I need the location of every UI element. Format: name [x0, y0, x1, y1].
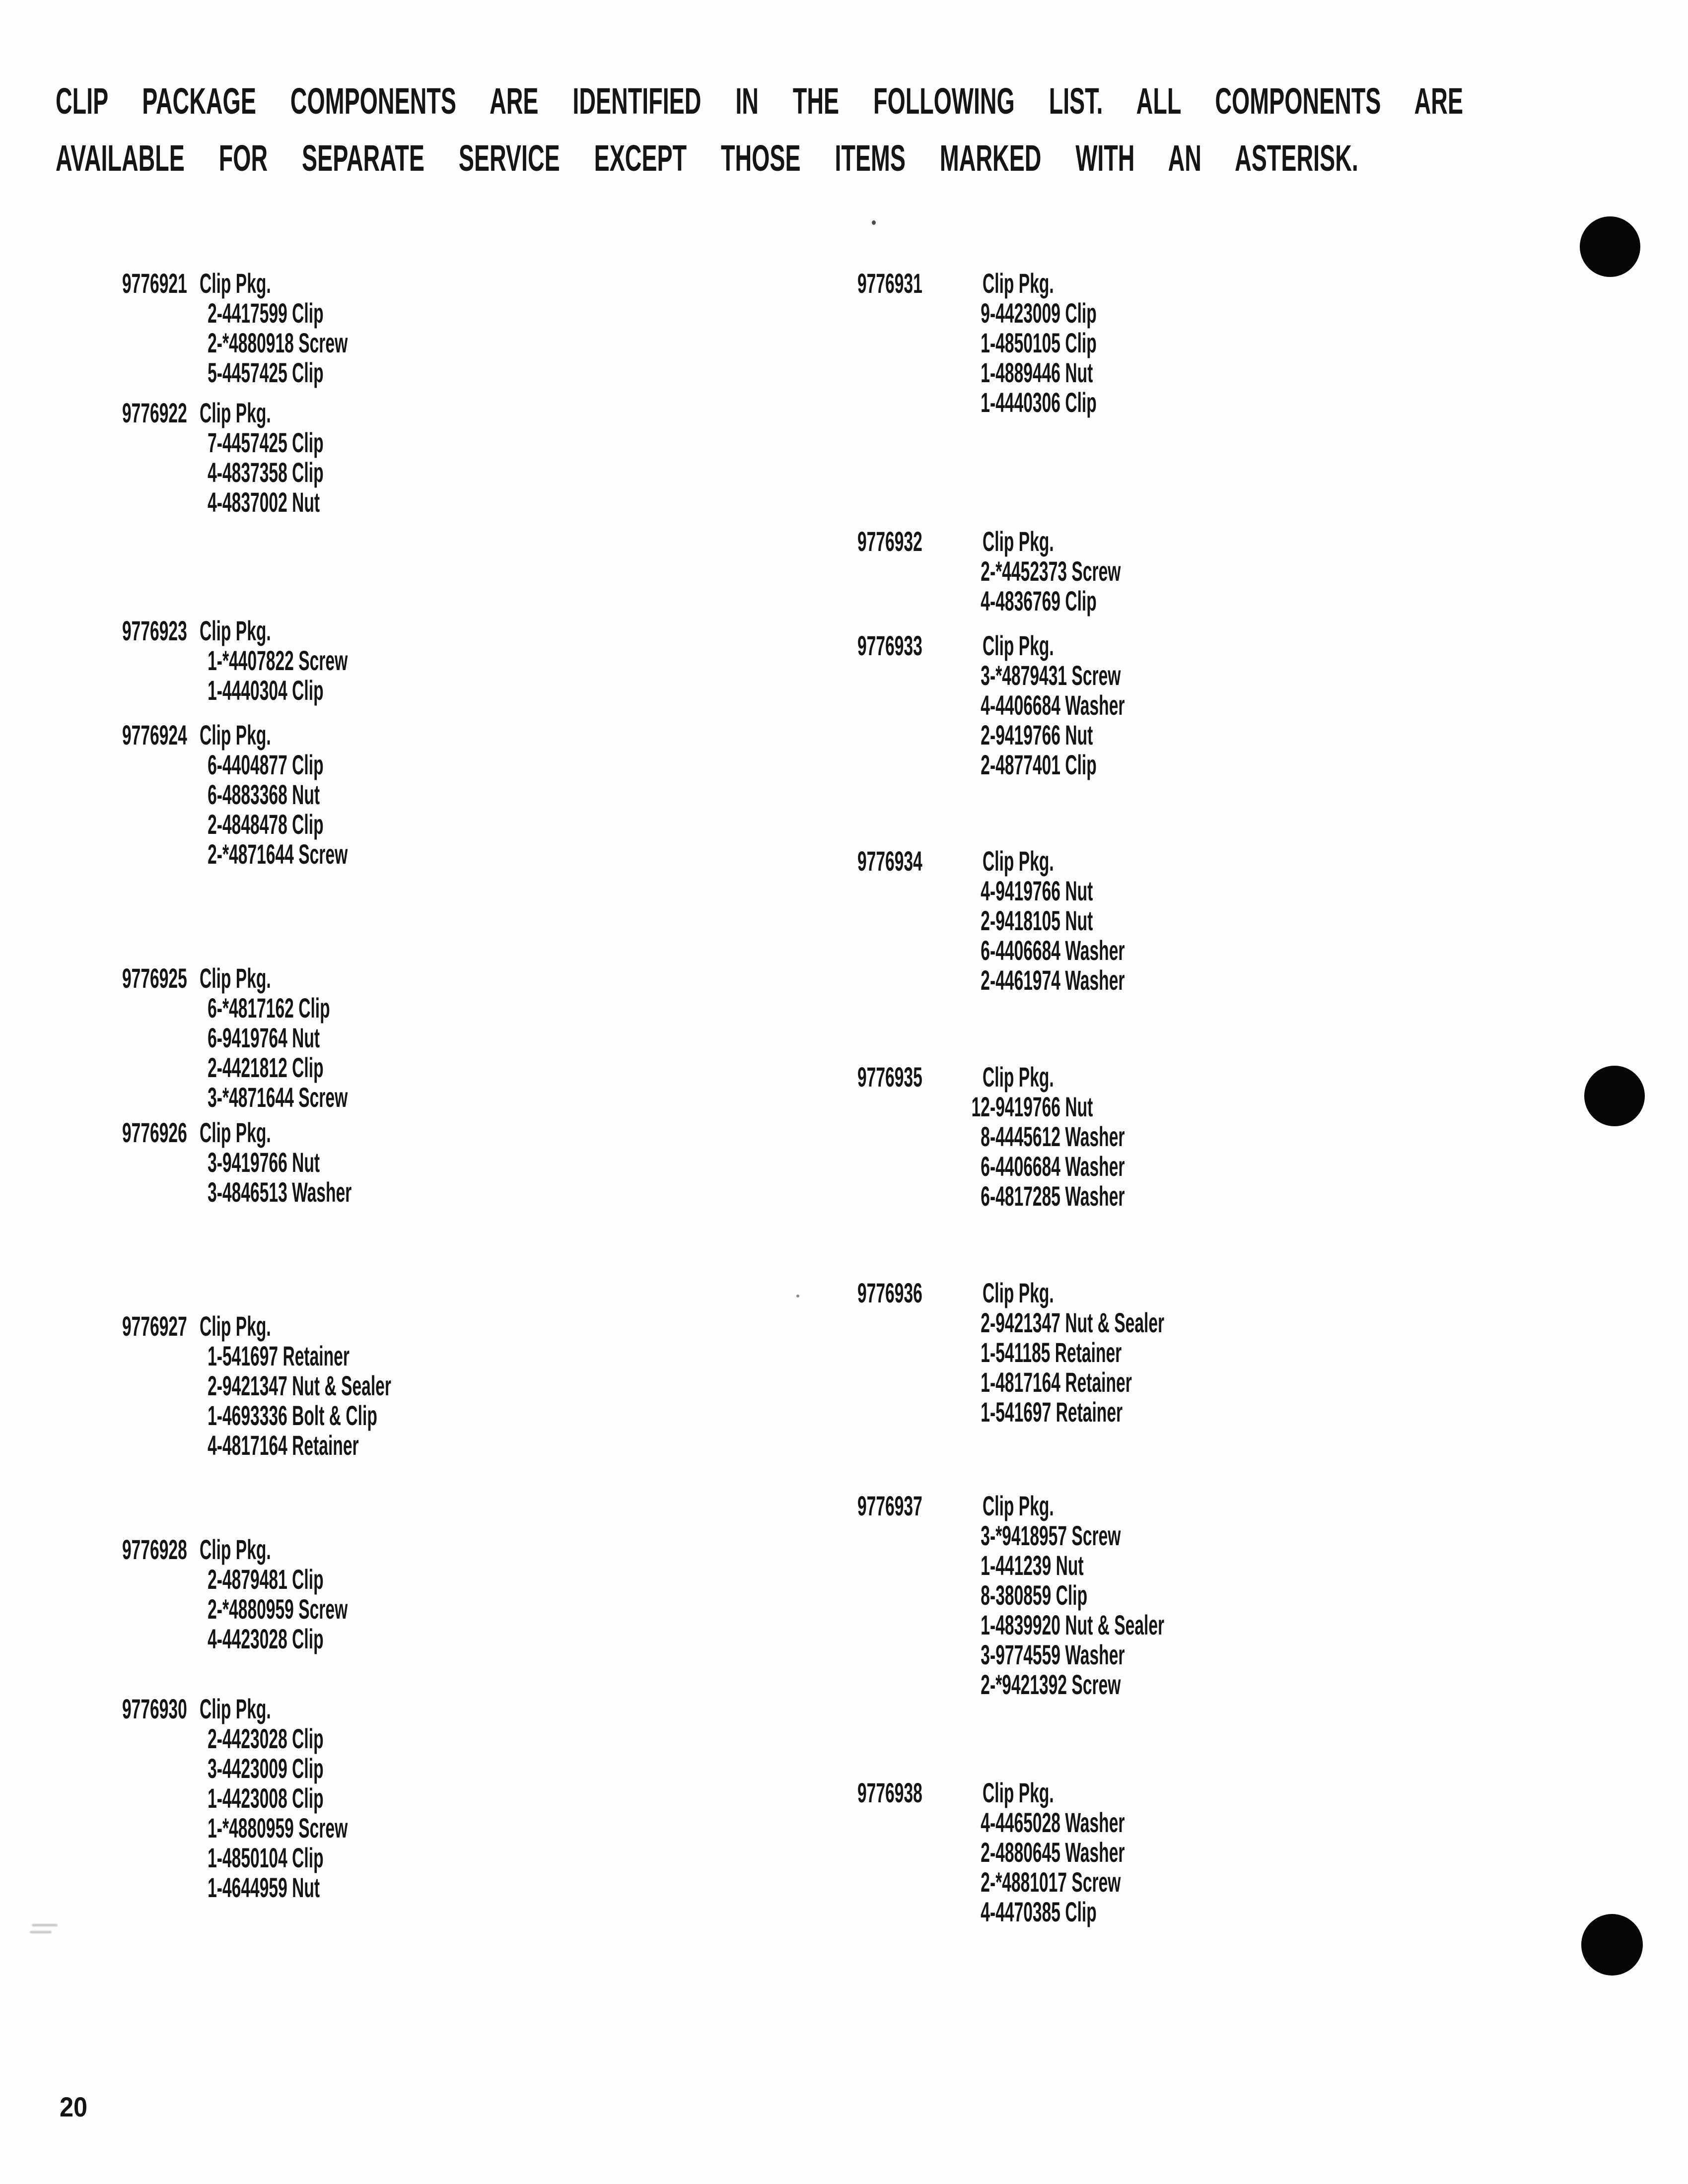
- component-part-and-name: -4879481 Clip: [216, 1564, 324, 1595]
- package-title: Clip Pkg.: [200, 397, 271, 428]
- part-number: 9776936: [857, 1277, 922, 1308]
- component-quantity: 4: [208, 457, 217, 488]
- scan-speck-dot: [796, 1295, 799, 1297]
- component-part-and-name: -4457425 Clip: [216, 357, 324, 388]
- component-part-and-name: -4889446 Nut: [990, 357, 1093, 388]
- component-item: [857, 1610, 1164, 1640]
- package-title: Clip Pkg.: [983, 1061, 1054, 1092]
- part-number: 9776927: [122, 1310, 187, 1342]
- component-quantity: 2: [208, 838, 217, 870]
- component-item: [857, 358, 1097, 388]
- component-quantity: 2: [208, 327, 217, 358]
- component-item: [857, 965, 1125, 995]
- component-quantity: 2: [981, 1866, 990, 1898]
- package-title: Clip Pkg.: [200, 1534, 271, 1565]
- header-line-2: AVAILABLE FOR SEPARATE SERVICE EXCEPT THOSE ITEMS MARKED WITH AN ASTERISK.: [56, 137, 1358, 179]
- part-number: 9776924: [122, 719, 187, 751]
- component-item: [857, 1181, 1125, 1211]
- component-part-and-name: -4880645 Washer: [990, 1837, 1125, 1868]
- binder-hole-bottom: [1581, 1914, 1643, 1976]
- pencil-mark: [32, 1924, 58, 1926]
- package-title: Clip Pkg.: [983, 1777, 1054, 1808]
- component-part-and-name: -4817164 Retainer: [990, 1366, 1132, 1398]
- package-title: Clip Pkg.: [200, 1693, 271, 1724]
- package-title: Clip Pkg.: [983, 630, 1054, 661]
- component-part-and-name: -4693336 Bolt & Clip: [216, 1400, 377, 1431]
- component-quantity: 12: [971, 1091, 990, 1122]
- component-part-and-name: -*4871644 Screw: [216, 1082, 348, 1113]
- component-item: [857, 1521, 1164, 1551]
- component-quantity: 7: [208, 427, 217, 458]
- component-quantity: 2: [208, 1052, 217, 1083]
- component-item: [857, 1367, 1164, 1397]
- component-item: [857, 1308, 1164, 1338]
- package-title: Clip Pkg.: [200, 615, 271, 646]
- component-part-and-name: -541697 Retainer: [216, 1340, 350, 1371]
- component-part-and-name: -4406684 Washer: [990, 935, 1125, 966]
- component-part-and-name: -4465028 Washer: [990, 1807, 1125, 1838]
- component-part-and-name: -*4880918 Screw: [216, 327, 348, 358]
- component-quantity: 4: [208, 486, 217, 518]
- component-part-and-name: -*4880959 Screw: [216, 1812, 348, 1843]
- header-line-1: CLIP PACKAGE COMPONENTS ARE IDENTIFIED IN THE FOLLOWING LIST. ALL COMPONENTS ARE: [56, 80, 1464, 122]
- component-part-and-name: -*9421392 Screw: [990, 1669, 1121, 1700]
- component-part-and-name: -4445612 Washer: [990, 1121, 1125, 1152]
- part-number: 9776928: [122, 1534, 187, 1565]
- component-part-and-name: -4461974 Washer: [990, 964, 1125, 996]
- component-quantity: 2: [981, 964, 990, 996]
- component-part-and-name: -4846513 Washer: [216, 1176, 352, 1208]
- component-quantity: 6: [208, 1022, 217, 1053]
- component-part-and-name: -4423009 Clip: [990, 297, 1097, 329]
- component-quantity: 8: [981, 1579, 990, 1611]
- package-title: Clip Pkg.: [200, 719, 271, 751]
- clip-package-entry: [857, 846, 1303, 995]
- clip-package-entry: [857, 1278, 1369, 1427]
- component-quantity: 5: [208, 357, 217, 388]
- component-item: [857, 1152, 1125, 1181]
- component-part-and-name: -4421812 Clip: [216, 1052, 324, 1083]
- component-part-and-name: -4423028 Clip: [216, 1623, 324, 1654]
- component-item: [857, 690, 1125, 720]
- component-part-and-name: -4877401 Clip: [990, 749, 1097, 780]
- component-quantity: 8: [981, 1121, 990, 1152]
- component-part-and-name: -*4879431 Screw: [990, 660, 1121, 691]
- part-number: 9776938: [857, 1777, 922, 1808]
- component-item: [857, 298, 1097, 328]
- component-item: [857, 556, 1121, 586]
- component-part-and-name: -4406684 Washer: [990, 689, 1125, 721]
- component-part-and-name: -9418105 Nut: [990, 905, 1093, 936]
- component-quantity: 2: [208, 1370, 217, 1401]
- part-number: 9776933: [857, 630, 922, 661]
- component-part-and-name: -4644959 Nut: [216, 1872, 320, 1903]
- component-part-and-name: -4883368 Nut: [216, 779, 320, 810]
- package-title: Clip Pkg.: [200, 1117, 271, 1148]
- part-number: 9776931: [857, 268, 922, 299]
- component-quantity: 6: [208, 992, 217, 1024]
- component-quantity: 1: [208, 675, 217, 706]
- component-part-and-name: -9419764 Nut: [216, 1022, 320, 1053]
- component-part-and-name: -4406684 Washer: [990, 1151, 1125, 1182]
- part-number: 9776926: [122, 1117, 187, 1148]
- component-item: [857, 388, 1097, 417]
- component-quantity: 6: [981, 1151, 990, 1182]
- component-item: [857, 1808, 1125, 1838]
- part-number: 9776923: [122, 615, 187, 646]
- package-title: Clip Pkg.: [200, 1310, 271, 1342]
- binder-hole-middle: [1584, 1066, 1645, 1126]
- component-quantity: 6: [208, 749, 217, 780]
- clip-package-entry: [857, 527, 1296, 616]
- part-number: 9776935: [857, 1061, 922, 1092]
- clip-package-entry: [857, 1778, 1303, 1927]
- component-quantity: 3: [981, 1520, 990, 1551]
- component-quantity: 1: [208, 1400, 217, 1431]
- component-part-and-name: -4839920 Nut & Sealer: [990, 1609, 1165, 1640]
- component-part-and-name: -*4407822 Screw: [216, 645, 348, 676]
- component-part-and-name: -*9418957 Screw: [990, 1520, 1121, 1551]
- component-part-and-name: -*4817162 Clip: [216, 992, 330, 1024]
- package-title: Clip Pkg.: [983, 1490, 1054, 1521]
- clip-package-entry: [857, 1491, 1369, 1700]
- component-quantity: 3: [208, 1082, 217, 1113]
- clip-package-entry: [857, 269, 1256, 417]
- component-part-and-name: -*4880959 Screw: [216, 1593, 348, 1625]
- component-part-and-name: -9419766 Nut: [990, 1091, 1093, 1122]
- component-part-and-name: -4837002 Nut: [216, 486, 320, 518]
- component-part-and-name: -9421347 Nut & Sealer: [990, 1307, 1165, 1338]
- component-part-and-name: -9419766 Nut: [990, 875, 1093, 906]
- binder-hole-top: [1580, 216, 1640, 277]
- component-part-and-name: -4404877 Clip: [216, 749, 324, 780]
- component-item: [857, 906, 1125, 936]
- component-quantity: 1: [208, 1340, 217, 1371]
- component-quantity: 2: [208, 809, 217, 840]
- component-part-and-name: -4423009 Clip: [216, 1753, 324, 1784]
- component-item: [857, 1397, 1164, 1427]
- package-title: Clip Pkg.: [983, 845, 1054, 877]
- page-number: 20: [60, 2091, 88, 2122]
- part-number: 9776937: [857, 1490, 922, 1521]
- component-part-and-name: -4850104 Clip: [216, 1842, 324, 1873]
- component-quantity: 4: [981, 1896, 990, 1927]
- component-quantity: 2: [208, 297, 217, 329]
- component-quantity: 2: [981, 1307, 990, 1338]
- component-part-and-name: -4417599 Clip: [216, 297, 324, 329]
- package-title: Clip Pkg.: [983, 268, 1054, 299]
- component-part-and-name: -4817285 Washer: [990, 1180, 1125, 1212]
- component-quantity: 9: [981, 297, 990, 329]
- part-number: 9776922: [122, 397, 187, 428]
- component-quantity: 2: [208, 1723, 217, 1754]
- part-number: 9776934: [857, 845, 922, 877]
- component-part-and-name: -4817164 Retainer: [216, 1430, 359, 1461]
- component-quantity: 1: [981, 357, 990, 388]
- part-number: 9776930: [122, 1693, 187, 1724]
- component-part-and-name: -4848478 Clip: [216, 809, 324, 840]
- component-part-and-name: -4440304 Clip: [216, 675, 324, 706]
- component-part-and-name: -4440306 Clip: [990, 387, 1097, 418]
- component-part-and-name: -4457425 Clip: [216, 427, 324, 458]
- component-quantity: 3: [208, 1176, 217, 1208]
- component-part-and-name: -*4881017 Screw: [990, 1866, 1121, 1898]
- component-quantity: 1: [208, 1872, 217, 1903]
- component-quantity: 4: [208, 1623, 217, 1654]
- component-part-and-name: -4423028 Clip: [216, 1723, 324, 1754]
- package-title: Clip Pkg.: [200, 962, 271, 994]
- component-quantity: 3: [208, 1753, 217, 1784]
- component-item: [857, 328, 1097, 358]
- component-item: [857, 1670, 1164, 1700]
- component-part-and-name: -4837358 Clip: [216, 457, 324, 488]
- component-item: [857, 1338, 1164, 1367]
- component-item: [857, 750, 1125, 780]
- component-quantity: 4: [981, 875, 990, 906]
- component-part-and-name: -380859 Clip: [990, 1579, 1088, 1611]
- component-item: [857, 586, 1121, 616]
- part-number: 9776932: [857, 526, 922, 557]
- component-quantity: 6: [981, 1180, 990, 1212]
- component-part-and-name: -4423008 Clip: [216, 1782, 324, 1814]
- component-quantity: 4: [981, 1807, 990, 1838]
- component-quantity: 2: [981, 1669, 990, 1700]
- component-quantity: 2: [208, 1593, 217, 1625]
- component-quantity: 4: [981, 585, 990, 616]
- component-part-and-name: -9774559 Washer: [990, 1639, 1125, 1670]
- part-number: 9776925: [122, 962, 187, 994]
- component-item: [857, 1838, 1125, 1867]
- component-quantity: 3: [208, 1147, 217, 1178]
- component-quantity: 1: [981, 1550, 990, 1581]
- package-title: Clip Pkg.: [983, 526, 1054, 557]
- component-quantity: 1: [981, 387, 990, 418]
- component-quantity: 6: [981, 935, 990, 966]
- component-item: [857, 1640, 1164, 1670]
- component-part-and-name: -4836769 Clip: [990, 585, 1097, 616]
- component-quantity: 1: [208, 645, 217, 676]
- component-quantity: 4: [208, 1430, 217, 1461]
- component-quantity: 4: [981, 689, 990, 721]
- component-part-and-name: -*4871644 Screw: [216, 838, 348, 870]
- package-title: Clip Pkg.: [983, 1277, 1054, 1308]
- component-part-and-name: -*4452373 Screw: [990, 555, 1121, 587]
- component-part-and-name: -541185 Retainer: [990, 1337, 1122, 1368]
- component-quantity: 1: [208, 1842, 217, 1873]
- component-item: [857, 661, 1125, 690]
- component-item: [857, 1897, 1125, 1927]
- component-item: [857, 1122, 1125, 1152]
- component-quantity: 2: [981, 905, 990, 936]
- component-quantity: 1: [208, 1812, 217, 1843]
- component-item: [857, 936, 1125, 965]
- component-item: [857, 876, 1125, 906]
- clip-package-entry: [857, 631, 1303, 780]
- component-item: [857, 720, 1125, 750]
- component-part-and-name: -9419766 Nut: [216, 1147, 320, 1178]
- component-quantity: 3: [981, 1639, 990, 1670]
- component-quantity: 1: [981, 1337, 990, 1368]
- pencil-mark: [30, 1931, 52, 1933]
- component-quantity: 1: [981, 327, 990, 358]
- component-part-and-name: -4850105 Clip: [990, 327, 1097, 358]
- component-part-and-name: -541697 Retainer: [990, 1396, 1123, 1428]
- component-part-and-name: -9419766 Nut: [990, 719, 1093, 751]
- component-quantity: 3: [981, 660, 990, 691]
- component-quantity: 1: [981, 1609, 990, 1640]
- component-part-and-name: -441239 Nut: [990, 1550, 1084, 1581]
- component-quantity: 1: [208, 1782, 217, 1814]
- component-quantity: 1: [981, 1366, 990, 1398]
- scan-speck-dot: [872, 220, 876, 225]
- component-quantity: 2: [981, 555, 990, 587]
- component-quantity: 1: [981, 1396, 990, 1428]
- component-quantity: 2: [981, 749, 990, 780]
- part-number: 9776921: [122, 268, 187, 299]
- component-part-and-name: -4470385 Clip: [990, 1896, 1097, 1927]
- package-title: Clip Pkg.: [200, 268, 271, 299]
- component-item: [857, 1092, 1125, 1122]
- component-item: [857, 1580, 1164, 1610]
- component-item: [857, 1551, 1164, 1580]
- component-quantity: 2: [981, 1837, 990, 1868]
- component-quantity: 6: [208, 779, 217, 810]
- component-item: [857, 1867, 1125, 1897]
- clip-package-entry: [857, 1062, 1303, 1211]
- component-quantity: 2: [208, 1564, 217, 1595]
- component-quantity: 2: [981, 719, 990, 751]
- component-part-and-name: -9421347 Nut & Sealer: [216, 1370, 391, 1401]
